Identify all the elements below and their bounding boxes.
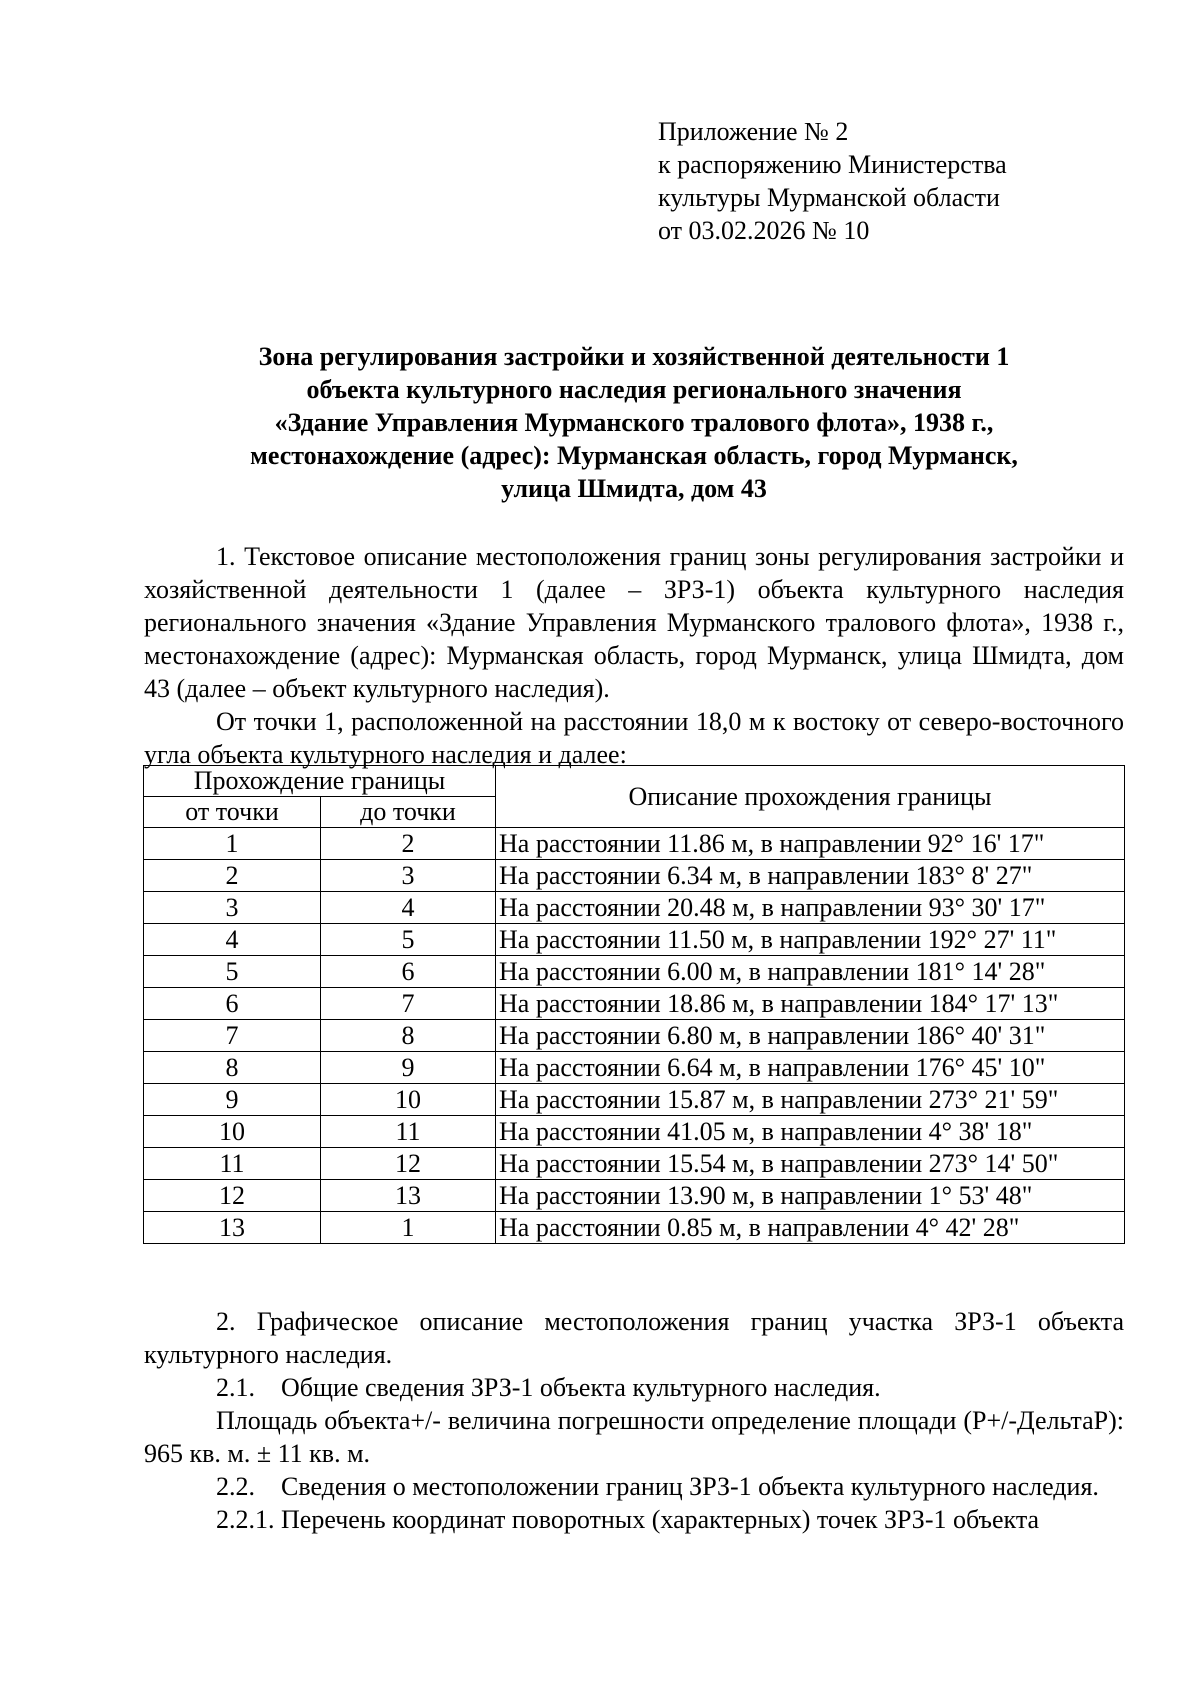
cell-from: 8 — [144, 1052, 321, 1084]
cell-to: 7 — [321, 988, 496, 1020]
cell-to: 5 — [321, 924, 496, 956]
header-from-point: от точки — [144, 797, 321, 828]
cell-from: 3 — [144, 892, 321, 924]
cell-description: На расстоянии 6.00 м, в направлении 181° 14' 28" — [496, 956, 1125, 988]
cell-from: 4 — [144, 924, 321, 956]
cell-from: 1 — [144, 828, 321, 860]
appendix-line-3: культуры Мурманской области — [658, 183, 1000, 212]
table-row — [144, 828, 1125, 860]
cell-from: 11 — [144, 1148, 321, 1180]
title-line-5: улица Шмидта, дом 43 — [501, 474, 767, 503]
boundary-table — [143, 765, 1125, 1244]
document-title — [144, 340, 1124, 505]
section-1 — [144, 540, 1124, 771]
appendix-line-2: к распоряжению Министерства — [658, 150, 1007, 179]
table-row — [144, 1116, 1125, 1148]
cell-description: На расстоянии 13.90 м, в направлении 1° 53' 48" — [496, 1180, 1125, 1212]
section-2 — [144, 1305, 1124, 1536]
cell-from: 10 — [144, 1116, 321, 1148]
cell-from: 6 — [144, 988, 321, 1020]
cell-to: 4 — [321, 892, 496, 924]
section-2-paragraph: 2. Графическое описание местоположения границ участка ЗРЗ-1 объекта культурного наследия. — [144, 1307, 1124, 1369]
cell-description: На расстоянии 15.87 м, в направлении 273° 21' 59" — [496, 1084, 1125, 1116]
table-row — [144, 1052, 1125, 1084]
cell-from: 12 — [144, 1180, 321, 1212]
table-row — [144, 956, 1125, 988]
table-row — [144, 924, 1125, 956]
cell-to: 2 — [321, 828, 496, 860]
cell-to: 3 — [321, 860, 496, 892]
table-row — [144, 988, 1125, 1020]
table-row — [144, 1084, 1125, 1116]
header-boundary-description: Описание прохождения границы — [496, 766, 1125, 828]
header-boundary-passage: Прохождение границы — [144, 766, 496, 797]
table-row — [144, 1020, 1125, 1052]
table-row — [144, 892, 1125, 924]
title-line-2: объекта культурного наследия регионального значения — [306, 375, 962, 404]
table-row — [144, 1212, 1125, 1244]
cell-from: 7 — [144, 1020, 321, 1052]
table-row — [144, 1148, 1125, 1180]
cell-description: На расстоянии 6.64 м, в направлении 176° 45' 10" — [496, 1052, 1125, 1084]
table-row — [144, 1180, 1125, 1212]
cell-to: 8 — [321, 1020, 496, 1052]
cell-from: 13 — [144, 1212, 321, 1244]
section-1-intro: От точки 1, расположенной на расстоянии 18,0 м к востоку от северо-восточного угла объекта культурного наследия и далее: — [144, 707, 1124, 769]
title-line-3: «Здание Управления Мурманского тралового флота», 1938 г., — [274, 408, 994, 437]
appendix-line-4: от 03.02.2026 № 10 — [658, 216, 870, 245]
table-row — [144, 860, 1125, 892]
cell-to: 12 — [321, 1148, 496, 1180]
cell-to: 13 — [321, 1180, 496, 1212]
cell-to: 9 — [321, 1052, 496, 1084]
section-2-area: Площадь объекта+/- величина погрешности определение площади (P+/-ДельтаP): 965 кв. м. ± 11 кв. м. — [144, 1406, 1124, 1468]
section-2-2-1: 2.2.1. Перечень координат поворотных (характерных) точек ЗРЗ-1 объекта — [216, 1505, 1040, 1534]
section-2-1: 2.1. Общие сведения ЗРЗ-1 объекта культурного наследия. — [216, 1373, 881, 1402]
cell-to: 6 — [321, 956, 496, 988]
section-1-paragraph: 1. Текстовое описание местоположения границ зоны регулирования застройки и хозяйственной деятельности 1 (далее – ЗРЗ-1) объекта культурного наследия регионального значения «Здание Управления Мурманского тралового флота», 1938 г., местонахождение (адрес): Мурманская область, город Мурманск, улица Шмидта, дом 43 (далее – объект культурного наследия). — [144, 542, 1124, 703]
cell-from: 5 — [144, 956, 321, 988]
cell-from: 9 — [144, 1084, 321, 1116]
appendix-line-1: Приложение № 2 — [658, 117, 849, 146]
table-header-row-1 — [144, 766, 1125, 797]
title-line-4: местонахождение (адрес): Мурманская область, город Мурманск, — [250, 441, 1018, 470]
appendix-header — [658, 115, 1007, 247]
cell-description: На расстоянии 6.34 м, в направлении 183° 8' 27" — [496, 860, 1125, 892]
cell-to: 11 — [321, 1116, 496, 1148]
cell-from: 2 — [144, 860, 321, 892]
cell-description: На расстоянии 11.50 м, в направлении 192° 27' 11" — [496, 924, 1125, 956]
cell-description: На расстоянии 15.54 м, в направлении 273° 14' 50" — [496, 1148, 1125, 1180]
cell-description: На расстоянии 6.80 м, в направлении 186° 40' 31" — [496, 1020, 1125, 1052]
cell-to: 10 — [321, 1084, 496, 1116]
cell-description: На расстоянии 20.48 м, в направлении 93° 30' 17" — [496, 892, 1125, 924]
cell-description: На расстоянии 11.86 м, в направлении 92° 16' 17" — [496, 828, 1125, 860]
title-line-1: Зона регулирования застройки и хозяйственной деятельности 1 — [258, 342, 1010, 371]
cell-description: На расстоянии 41.05 м, в направлении 4° 38' 18" — [496, 1116, 1125, 1148]
cell-to: 1 — [321, 1212, 496, 1244]
section-2-2: 2.2. Сведения о местоположении границ ЗРЗ-1 объекта культурного наследия. — [216, 1472, 1099, 1501]
cell-description: На расстоянии 18.86 м, в направлении 184° 17' 13" — [496, 988, 1125, 1020]
cell-description: На расстоянии 0.85 м, в направлении 4° 42' 28" — [496, 1212, 1125, 1244]
header-to-point: до точки — [321, 797, 496, 828]
